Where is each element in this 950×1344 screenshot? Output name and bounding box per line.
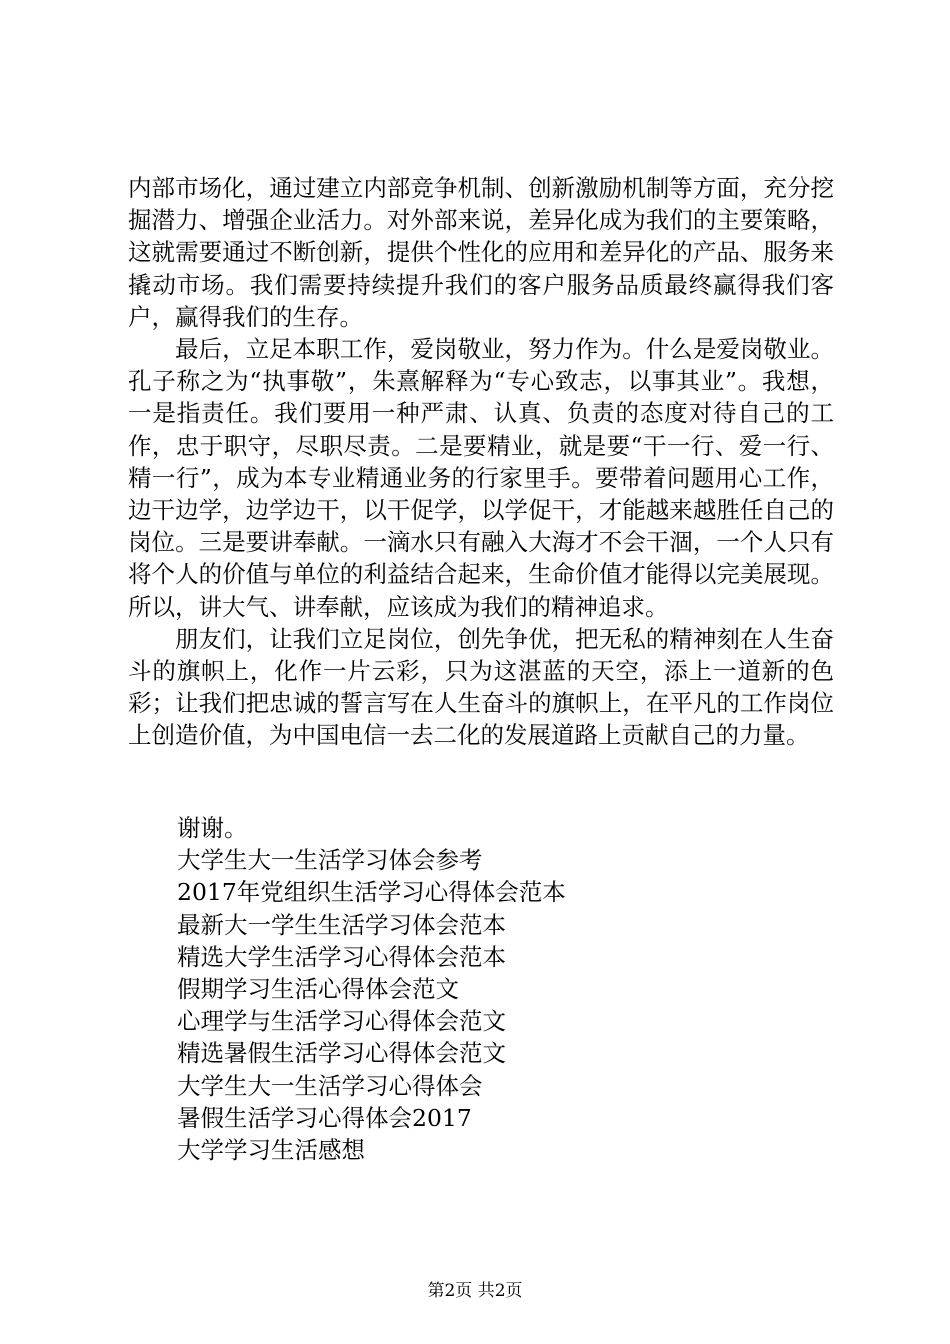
- related-title[interactable]: 大学生大一生活学习心得体会: [177, 1071, 483, 1100]
- related-title[interactable]: 精选大学生活学习心得体会范本: [177, 942, 506, 971]
- paragraph-continued: 内部市场化，通过建立内部竞争机制、创新激励机制等方面，充分挖掘潜力、增强企业活力。对外部来说，差异化成为我们的主要策略，这就需要通过不断创新，提供个性化的应用和差异化的产品、服务来撬动市场。我们需要持续提升我们的客户服务品质最终赢得我们客户，赢得我们的生存。: [128, 174, 834, 331]
- closing-and-related-list: [177, 812, 797, 1166]
- paragraph-dedication: 最后，立足本职工作，爱岗敬业，努力作为。什么是爱岗敬业。孔子称之为“执事敬”，朱熹解释为“专心致志，以事其业”。我想，一是指责任。我们要用一种严肃、认真、负责的态度对待自己的工作，忠于职守，尽职尽责。二是要精业，就是要“干一行、爱一行、精一行”，成为本专业精通业务的行家里手。要带着问题用心工作，边干边学，边学边干，以干促学，以学促干，才能越来越胜任自己的岗位。三是要讲奉献。一滴水只有融入大海才不会干涸，一个人只有将个人的价值与单位的利益结合起来，生命价值才能得以完美展现。所以，讲大气、讲奉献，应该成为我们的精神追求。: [128, 335, 834, 621]
- related-title[interactable]: 假期学习生活心得体会范文: [177, 975, 459, 1004]
- document-body: [128, 172, 834, 752]
- related-title[interactable]: 心理学与生活学习心得体会范文: [177, 1007, 506, 1036]
- related-title[interactable]: 大学学习生活感想: [177, 1136, 365, 1165]
- related-title[interactable]: 精选暑假生活学习心得体会范文: [177, 1039, 506, 1068]
- related-title[interactable]: 暑假生活学习心得体会2017: [177, 1103, 472, 1132]
- related-title[interactable]: 2017年党组织生活学习心得体会范本: [177, 878, 566, 907]
- closing-thanks: 谢谢。: [177, 814, 248, 842]
- related-title[interactable]: 最新大一学生生活学习体会范本: [177, 910, 506, 939]
- page-footer: 第2页 共2页: [427, 1281, 523, 1301]
- paragraph-closing-appeal: 朋友们，让我们立足岗位，创先争优，把无私的精神刻在人生奋斗的旗帜上，化作一片云彩，只为这湛蓝的天空，添上一道新的色彩；让我们把忠诚的誓言写在人生奋斗的旗帜上，在平凡的工作岗位上创造价值，为中国电信一去二化的发展道路上贡献自己的力量。: [128, 624, 834, 750]
- related-title[interactable]: 大学生大一生活学习体会参考: [177, 846, 483, 875]
